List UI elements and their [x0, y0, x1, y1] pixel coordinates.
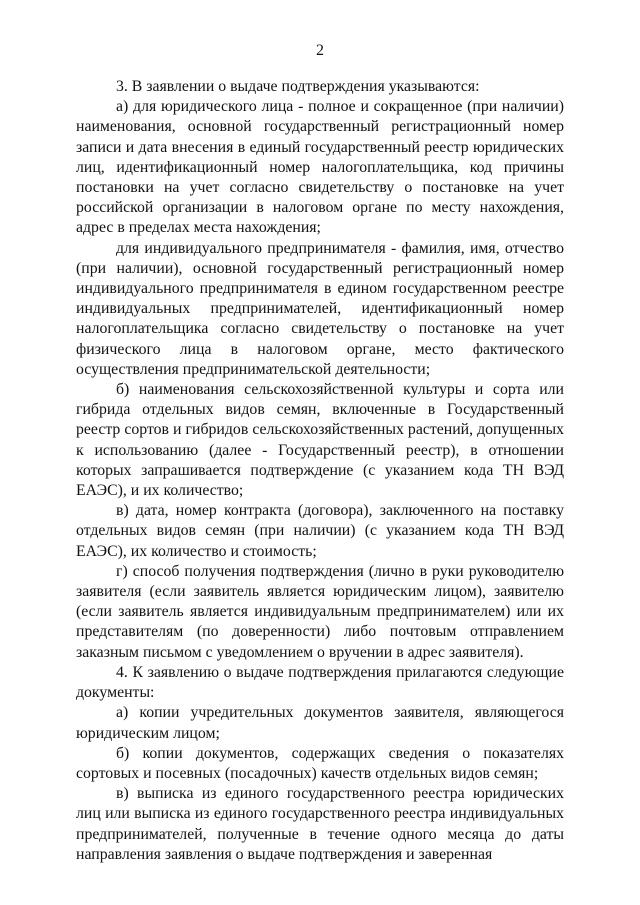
paragraph-seed-quality-documents: б) копии документов, содержащих сведения о показателях сортовых и посевных (посадочных) качеств отдельных видов семян; [76, 744, 564, 782]
paragraph-registry-extract: в) выписка из единого государственного реестра юридических лиц или выписка из единого государственного реестра индивидуальных предпринимателей, полученные в течение одного месяца до даты направления заявления о выдаче подтверждения и заверенная [76, 785, 564, 863]
paragraph-individual-entrepreneur: для индивидуального предпринимателя - фамилия, имя, отчество (при наличии), основной государственный регистрационный номер индивидуального предпринимателя в едином государственном реестре индивидуальных предпринимателей, идентификационный номер налогоплательщика согласно свидетельству о постановке на учет физического лица в налоговом органе, место фактического осуществления предпринимательской деятельности; [76, 239, 564, 378]
paragraph-legal-entity: а) для юридического лица - полное и сокращенное (при наличии) наименования, основной государственный регистрационный номер записи и дата внесения в единый государственный реестр юридических лиц, идентификационный номер налогоплательщика, код причины постановки на учет согласно свидетельству о постановке на учет российской организации в налоговом органе по месту нахождения, адрес в пределах места нахождения; [76, 98, 564, 237]
paragraph-founding-documents: а) копии учредительных документов заявителя, являющегося юридическим лицом; [76, 704, 564, 742]
paragraph-contract: в) дата, номер контракта (договора), заключенного на поставку отдельных видов семян (при наличии) (с указанием кода ТН ВЭД ЕАЭС), их количество и стоимость; [76, 502, 564, 560]
page-number: 2 [316, 42, 324, 59]
paragraph-crop-names: б) наименования сельскохозяйственной культуры и сорта или гибрида отдельных видов семян, включенные в Государственный реестр сортов и гибридов сельскохозяйственных растений, допущенных к использованию (далее - Государственный реестр), в отношении которых запрашивается подтверждение (с указанием кода ТН ВЭД ЕАЭС), и их количество; [76, 381, 564, 500]
paragraph-section-4-intro: 4. К заявлению о выдаче подтверждения прилагаются следующие документы: [76, 663, 564, 702]
paragraph-section-3-intro: 3. В заявлении о выдаче подтверждения указываются: [116, 78, 480, 95]
paragraph-delivery-method: г) способ получения подтверждения (лично в руки руководителю заявителя (если заявитель является юридическим лицом), заявителю (если заявитель является индивидуальным предпринимателем) или их представителям (по доверенности) либо почтовым отправлением заказным письмом с уведомлением о вручении в адрес заявителя). [76, 562, 564, 661]
document-body [76, 77, 564, 865]
